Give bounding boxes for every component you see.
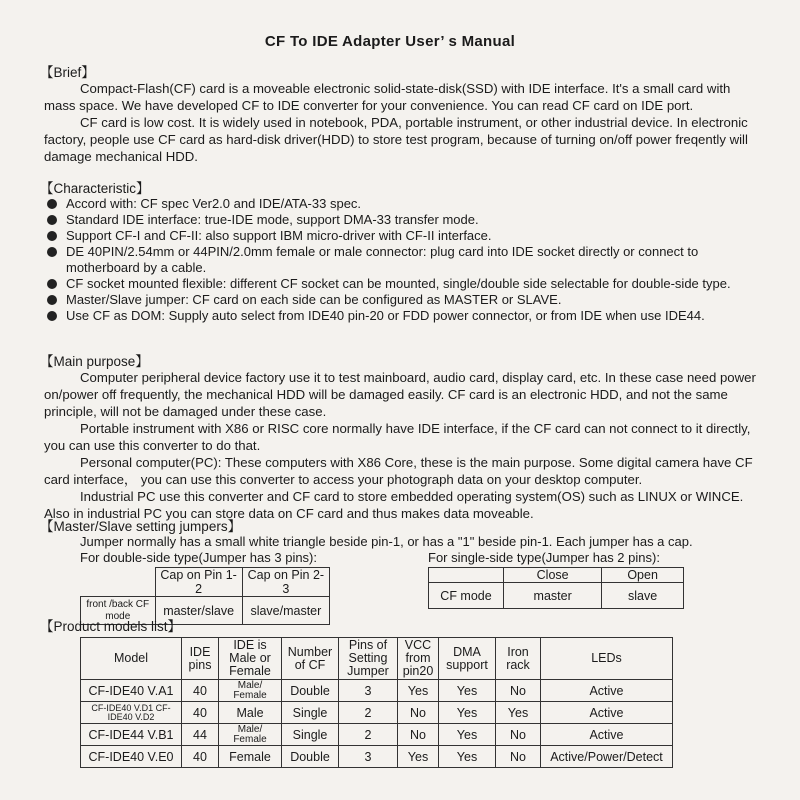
table-row: CF-IDE40 V.E0 40 Female Double 3 Yes Yes No Active/Power/Detect	[81, 746, 673, 768]
table-row-label: front /back CF mode	[81, 597, 156, 625]
purpose-paragraph-2: Portable instrument with X86 or RISC core normally have IDE interface, if the CF card can not connect to it directly, you can use this converter to do that.	[44, 421, 751, 453]
table-header-cell: Number of CF	[282, 638, 339, 680]
table-row-label: CF mode	[429, 583, 504, 609]
double-side-label: For double-side type(Jumper has 3 pins):	[80, 550, 318, 565]
brief-paragraph-1: Compact-Flash(CF) card is a moveable electronic solid-state-disk(SSD) with IDE interface. It's a small card with mass space. We have developed CF to IDE converter for your convenience. You can read CF card on IDE port.	[44, 81, 731, 113]
table-cell: master/slave	[155, 597, 242, 625]
bullet-icon	[47, 247, 57, 257]
table-cell: slave	[602, 583, 684, 609]
purpose-paragraph-1: Computer peripheral device factory use it to test mainboard, audio card, display card, etc. In these case need power on/power off frequently, the mechanical HDD will be damaged easily. CF card is an electronic HDD, and not the same principle, will not be damaged under these case.	[44, 370, 756, 419]
list-item: CF socket mounted flexible: different CF socket can be mounted, single/double side selectable for double-side type.	[44, 276, 764, 292]
table-cell: master	[504, 583, 602, 609]
table-corner	[81, 568, 156, 597]
list-item: Support CF-I and CF-II: also support IBM micro-driver with CF-II interface.	[44, 228, 764, 244]
bullet-icon	[47, 231, 57, 241]
table-header-cell: LEDs	[541, 638, 673, 680]
brief-heading: 【Brief】	[40, 65, 95, 80]
table-row: CF-IDE44 V.B1 44 Male/ Female Single 2 No Yes No Active	[81, 724, 673, 746]
table-header-cell: DMA support	[439, 638, 496, 680]
characteristic-list	[44, 196, 764, 324]
single-side-table	[428, 567, 684, 609]
double-side-table	[80, 567, 330, 625]
table-cell: slave/master	[242, 597, 329, 625]
table-header-cell: Close	[504, 568, 602, 583]
table-header-cell: Model	[81, 638, 182, 680]
list-item: DE 40PIN/2.54mm or 44PIN/2.0mm female or male connector: plug card into IDE socket directly or connect to motherboard by a cable.	[44, 244, 764, 276]
table-header-row	[81, 638, 673, 680]
list-item: Master/Slave jumper: CF card on each side can be configured as MASTER or SLAVE.	[44, 292, 764, 308]
list-item: Use CF as DOM: Supply auto select from IDE40 pin-20 or FDD power connector, or from IDE when use IDE44.	[44, 308, 764, 324]
bullet-icon	[47, 311, 57, 321]
table-header-cell: IDE is Male or Female	[219, 638, 282, 680]
bullet-icon	[47, 279, 57, 289]
page-title: CF To IDE Adapter User’ s Manual	[264, 33, 516, 50]
bullet-icon	[47, 295, 57, 305]
purpose-paragraph-3: Personal computer(PC): These computers with X86 Core, these is the main purpose. Some digital camera have CF card interface， you can use this converter to access your photograph data on your desktop computer.	[44, 455, 753, 487]
table-header-cell: Open	[602, 568, 684, 583]
list-item: Standard IDE interface: true-IDE mode, support DMA-33 transfer mode.	[44, 212, 764, 228]
jumpers-description: Jumper normally has a small white triangle beside pin-1, or has a "1" beside pin-1. Each jumper has a cap.	[80, 534, 693, 549]
table-corner	[429, 568, 504, 583]
table-header-cell: Pins of Setting Jumper	[339, 638, 398, 680]
table-header-cell: Cap on Pin 1-2	[155, 568, 242, 597]
brief-paragraph-2: CF card is low cost. It is widely used in notebook, PDA, portable instrument, or other industrial device. In electronic factory, people use CF card as hard-disk driver(HDD) to store test program, because of turning on/off power freqently will damage mechanical HDD.	[44, 115, 748, 164]
table-header-cell: Iron rack	[496, 638, 541, 680]
brief-section	[44, 80, 764, 165]
single-side-label: For single-side type(Jumper has 2 pins):	[428, 550, 660, 565]
table-header-cell: IDE pins	[182, 638, 219, 680]
bullet-icon	[47, 199, 57, 209]
list-item: Accord with: CF spec Ver2.0 and IDE/ATA-33 spec.	[44, 196, 764, 212]
table-row: CF-IDE40 V.D1 CF-IDE40 V.D2 40 Male Single 2 No Yes Yes Active	[81, 702, 673, 724]
jumpers-heading: 【Master/Slave setting jumpers】	[40, 519, 242, 534]
table-row: CF-IDE40 V.A1 40 Male/ Female Double 3 Yes Yes No Active	[81, 680, 673, 702]
models-table	[80, 637, 673, 768]
models-heading: 【Product models list】	[40, 619, 182, 634]
purpose-paragraph-4: Industrial PC use this converter and CF card to store embedded operating system(OS) such as LINUX or WINCE. Also in industrial PC you can store data on CF card and thus makes data moveable.	[44, 489, 744, 521]
table-header-cell: Cap on Pin 2-3	[242, 568, 329, 597]
table-header-cell: VCC from pin20	[398, 638, 439, 680]
characteristic-heading: 【Characteristic】	[40, 181, 150, 196]
bullet-icon	[47, 215, 57, 225]
purpose-section	[44, 369, 764, 522]
purpose-heading: 【Main purpose】	[40, 354, 149, 369]
